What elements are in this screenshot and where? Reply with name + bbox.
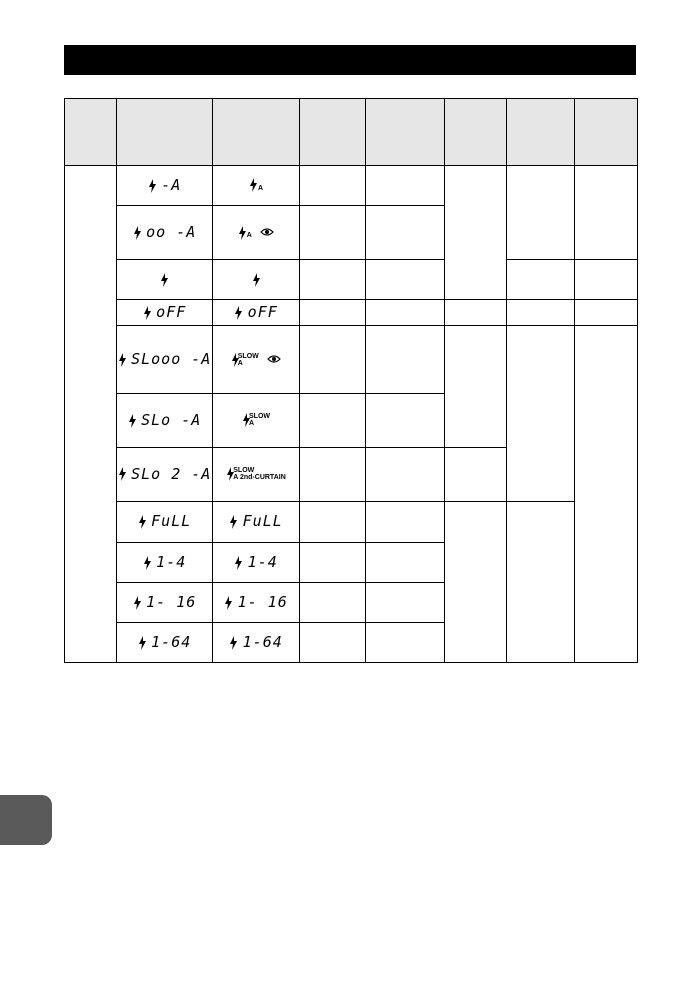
- flash-slow-icon: SLOW A: [231, 351, 259, 368]
- lcd-display-cell: [117, 260, 213, 300]
- header-cell: [300, 99, 366, 166]
- lcd-display-cell: [117, 447, 213, 501]
- lcd-text: SLo 2 -A: [131, 464, 212, 483]
- flash-bolt-icon: [224, 594, 233, 611]
- monitor-icon-cell: [213, 501, 300, 542]
- header-cell: [117, 99, 213, 166]
- flash-bolt-icon: [143, 554, 152, 571]
- lcd-display-cell: [117, 206, 213, 260]
- red-eye-icon: [267, 351, 281, 369]
- lcd-text: SLo -A: [141, 411, 202, 430]
- lcd-text: 1-4: [247, 552, 278, 571]
- flash-bolt-icon: [229, 634, 238, 651]
- monitor-icon-cell: [213, 326, 300, 394]
- flash-bolt-icon: [138, 634, 147, 651]
- lcd-text: oFF: [156, 303, 187, 322]
- flash-bolt-icon: [118, 351, 127, 368]
- flash-bolt-icon: [133, 224, 142, 241]
- table-row: [65, 300, 638, 326]
- monitor-icon-cell: [213, 166, 300, 206]
- flash-bolt-icon: [143, 304, 152, 321]
- header-cell: [213, 99, 300, 166]
- flash-bolt-icon: [234, 304, 243, 321]
- table-header-row: [65, 99, 638, 166]
- monitor-icon-cell: [213, 542, 300, 582]
- flash-bolt-icon: [252, 271, 261, 288]
- header-cell: [507, 99, 575, 166]
- lcd-text: FuLL: [151, 512, 192, 531]
- table-row: [65, 260, 638, 300]
- flash-bolt-icon: [133, 594, 142, 611]
- flash-bolt-icon: [128, 412, 137, 429]
- lcd-display-cell: [117, 300, 213, 326]
- monitor-icon-cell: [213, 394, 300, 447]
- mode-group-cell: [65, 166, 117, 663]
- lcd-text: 1-64: [151, 632, 192, 651]
- flash-bolt-icon: [234, 554, 243, 571]
- lcd-text: 1-64: [242, 632, 283, 651]
- flash-bolt-icon: [229, 513, 238, 530]
- header-cell: [445, 99, 507, 166]
- lcd-text: oo -A: [146, 223, 197, 242]
- lcd-text: SLooo -A: [131, 350, 212, 369]
- flash-bolt-icon: [160, 271, 169, 288]
- flash-bolt-icon: [138, 513, 147, 530]
- flash-slow-icon: SLOW A: [242, 412, 270, 429]
- monitor-icon-cell: [213, 622, 300, 662]
- table-row: [65, 326, 638, 394]
- lcd-text: 1- 16: [237, 592, 288, 611]
- flash-mode-table: [64, 98, 638, 663]
- table-row: [65, 501, 638, 542]
- flash-slow-second-curtain-icon: SLOW A 2nd-CURTAIN: [226, 465, 286, 482]
- flash-bolt-icon: [118, 466, 127, 483]
- lcd-text: 1-4: [156, 552, 187, 571]
- header-cell: [575, 99, 638, 166]
- chapter-side-tab: [0, 795, 52, 845]
- red-eye-icon: [260, 224, 274, 242]
- monitor-icon-cell: [213, 582, 300, 622]
- monitor-icon-cell: [213, 260, 300, 300]
- lcd-display-cell: [117, 501, 213, 542]
- lcd-display-cell: [117, 622, 213, 662]
- lcd-text: oFF: [247, 303, 278, 322]
- lcd-display-cell: [117, 326, 213, 394]
- monitor-icon-cell: [213, 300, 300, 326]
- lcd-display-cell: [117, 166, 213, 206]
- monitor-icon-cell: [213, 206, 300, 260]
- flash-bolt-icon: [148, 177, 157, 194]
- header-cell: [65, 99, 117, 166]
- table-row: [65, 166, 638, 206]
- lcd-display-cell: [117, 582, 213, 622]
- monitor-icon-cell: [213, 447, 300, 501]
- lcd-display-cell: [117, 394, 213, 447]
- lcd-text: 1- 16: [146, 592, 197, 611]
- lcd-display-cell: [117, 542, 213, 582]
- section-title-bar: [64, 45, 636, 75]
- flash-auto-icon: A: [249, 177, 263, 194]
- lcd-text: -A: [161, 176, 182, 195]
- header-cell: [366, 99, 445, 166]
- lcd-text: FuLL: [242, 512, 283, 531]
- flash-auto-icon: A: [238, 224, 252, 241]
